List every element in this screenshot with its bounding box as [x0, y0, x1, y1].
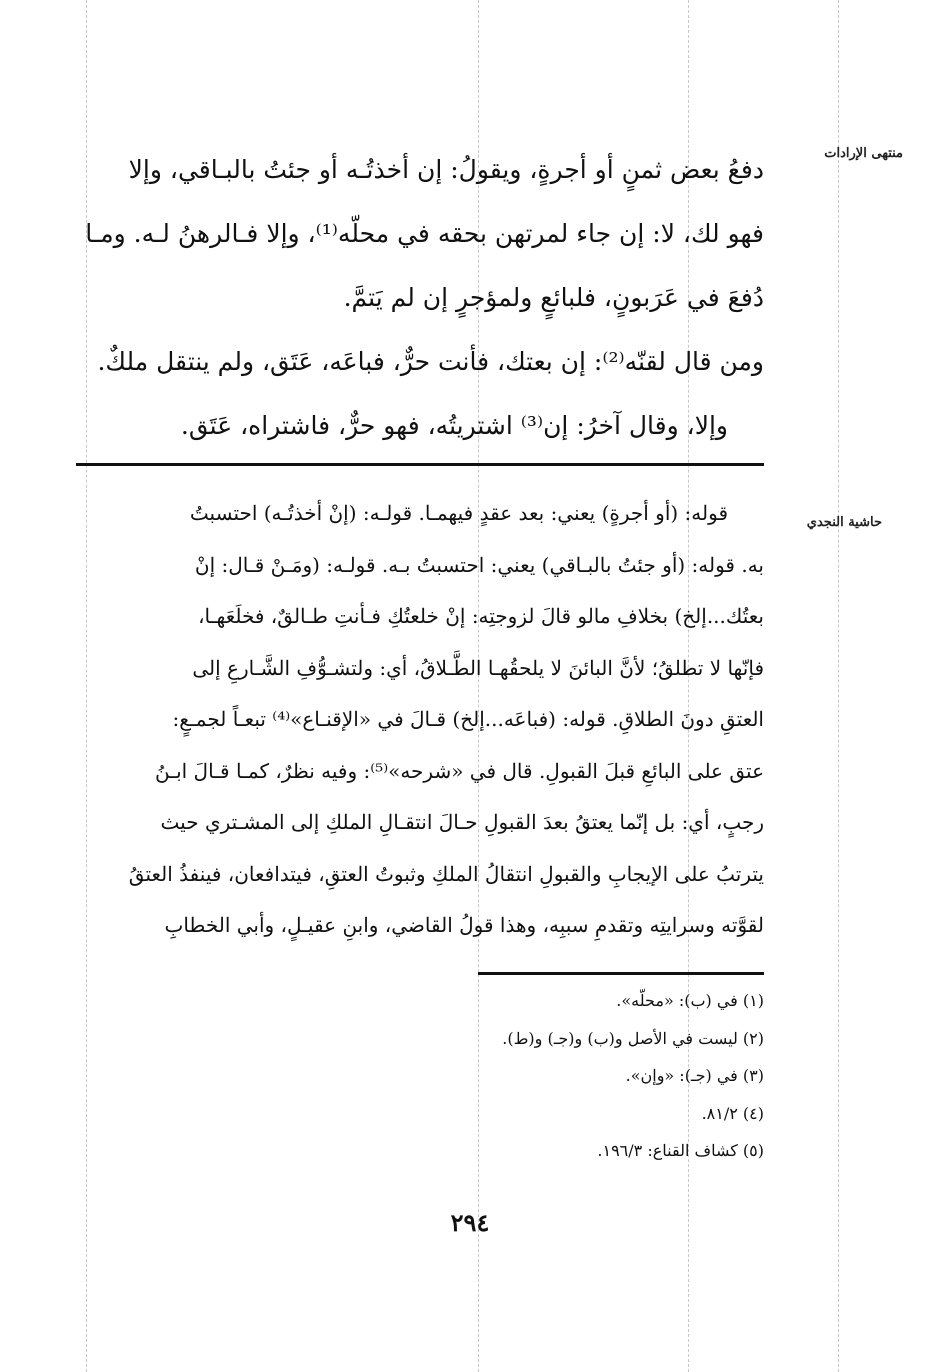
main-text-line: دفعُ بعض ثمنٍ أو أجرةٍ، ويقولُ: إن أخذتُـه أو جئتُ بالبـاقي، وإلا	[128, 155, 764, 184]
footnote: (٣) في (جـ): «وإن».	[625, 1066, 764, 1085]
commentary-line: رجبٍ، أي: بل إنّما يعتقُ بعدَ القبولِ حـالَ انتقـالِ الملكِ إلى المشـتري حيث	[160, 810, 764, 834]
footnote: (١) في (ب): «محلّه».	[616, 991, 764, 1010]
commentary-line: عتق على البائعِ قبلَ القبولِ. قال في «شرحه»⁽⁵⁾: وفيه نظرٌ، كمـا قـالَ ابـنُ	[154, 758, 764, 783]
commentary-line: لقوَّته وسرايتِه وتقدمِ سببِه، وهذا قولُ القاضي، وابنِ عقيـلٍ، وأبي الخطابِ	[164, 913, 764, 937]
commentary-line: فإنّها لا تطلقُ؛ لأنَّ البائنَ لا يلحقُهـا الطَّـلاقُ، أي: ولتشـوُّفِ الشَّـارعِ إلى	[192, 655, 764, 680]
commentary-line: قوله: (أو أجرةٍ) يعني: بعد عقدٍ فيهمـا. قولـه: (إنْ أخذتُـه) احتسبتُ	[189, 501, 728, 525]
footnote: (٢) ليست في الأصل و(ب) و(جـ) و(ط).	[502, 1028, 764, 1048]
footnote-divider	[478, 972, 764, 975]
footnotes	[300, 982, 764, 1170]
main-text-line: ومن قال لقنّه⁽²⁾: إن بعتك، فأنت حرٌّ، فباعَه، عَتَق، ولم ينتقل ملكٌ.	[97, 347, 764, 376]
main-text	[72, 138, 764, 458]
main-text-line: دُفعَ في عَرَبونٍ، فلبائعٍ ولمؤجرٍ إن لم يَتمَّ.	[343, 283, 764, 312]
commentary-text	[72, 488, 764, 952]
footnote: (٥) كشاف القناع: ١٩٦/٣.	[597, 1141, 764, 1160]
section-divider	[76, 463, 764, 466]
commentary-line: العتقِ دونَ الطلاقِ. قوله: (فباعَه...إلخ) قـالَ في «الإقنـاع»⁽⁴⁾ تبعـاً لجمـعٍ:	[172, 707, 764, 731]
footnote: (٤) ٨١/٢.	[701, 1103, 764, 1123]
ruler-guide	[838, 0, 839, 1372]
main-text-line: فهو لك، لا: إن جاء لمرتهن بحقه في محلّه⁽¹⁾، وإلا فـالرهنُ لـه. ومـا	[85, 219, 764, 248]
commentary-line: به. قوله: (أو جئتُ بالبـاقي) يعني: احتسبتُ بـه. قولـه: (ومَـنْ قـال: إنْ	[194, 552, 764, 577]
commentary-line: يترتبُ على الإيجابِ والقبولِ انتقالُ الملكِ وثبوتُ العتقِ، فيتدافعان، فينفذُ العتقُ	[128, 861, 764, 886]
side-label-hashiya: حاشية النجدي	[806, 515, 882, 530]
side-label-matn: منتهى الإرادات	[824, 146, 903, 161]
commentary-line: بعتُك...إلخ) بخلافِ مالو قالَ لزوجتِه: إنْ خلعتُكِ فـأنتِ طـالقٌ، فخلَعَهـا،	[198, 604, 764, 628]
page-number: ٢٩٤	[450, 1208, 490, 1237]
main-text-line: وإلا، وقال آخرُ: إن⁽³⁾ اشتريتُه، فهو حرٌّ، فاشتراه، عَتَق.	[180, 411, 728, 440]
